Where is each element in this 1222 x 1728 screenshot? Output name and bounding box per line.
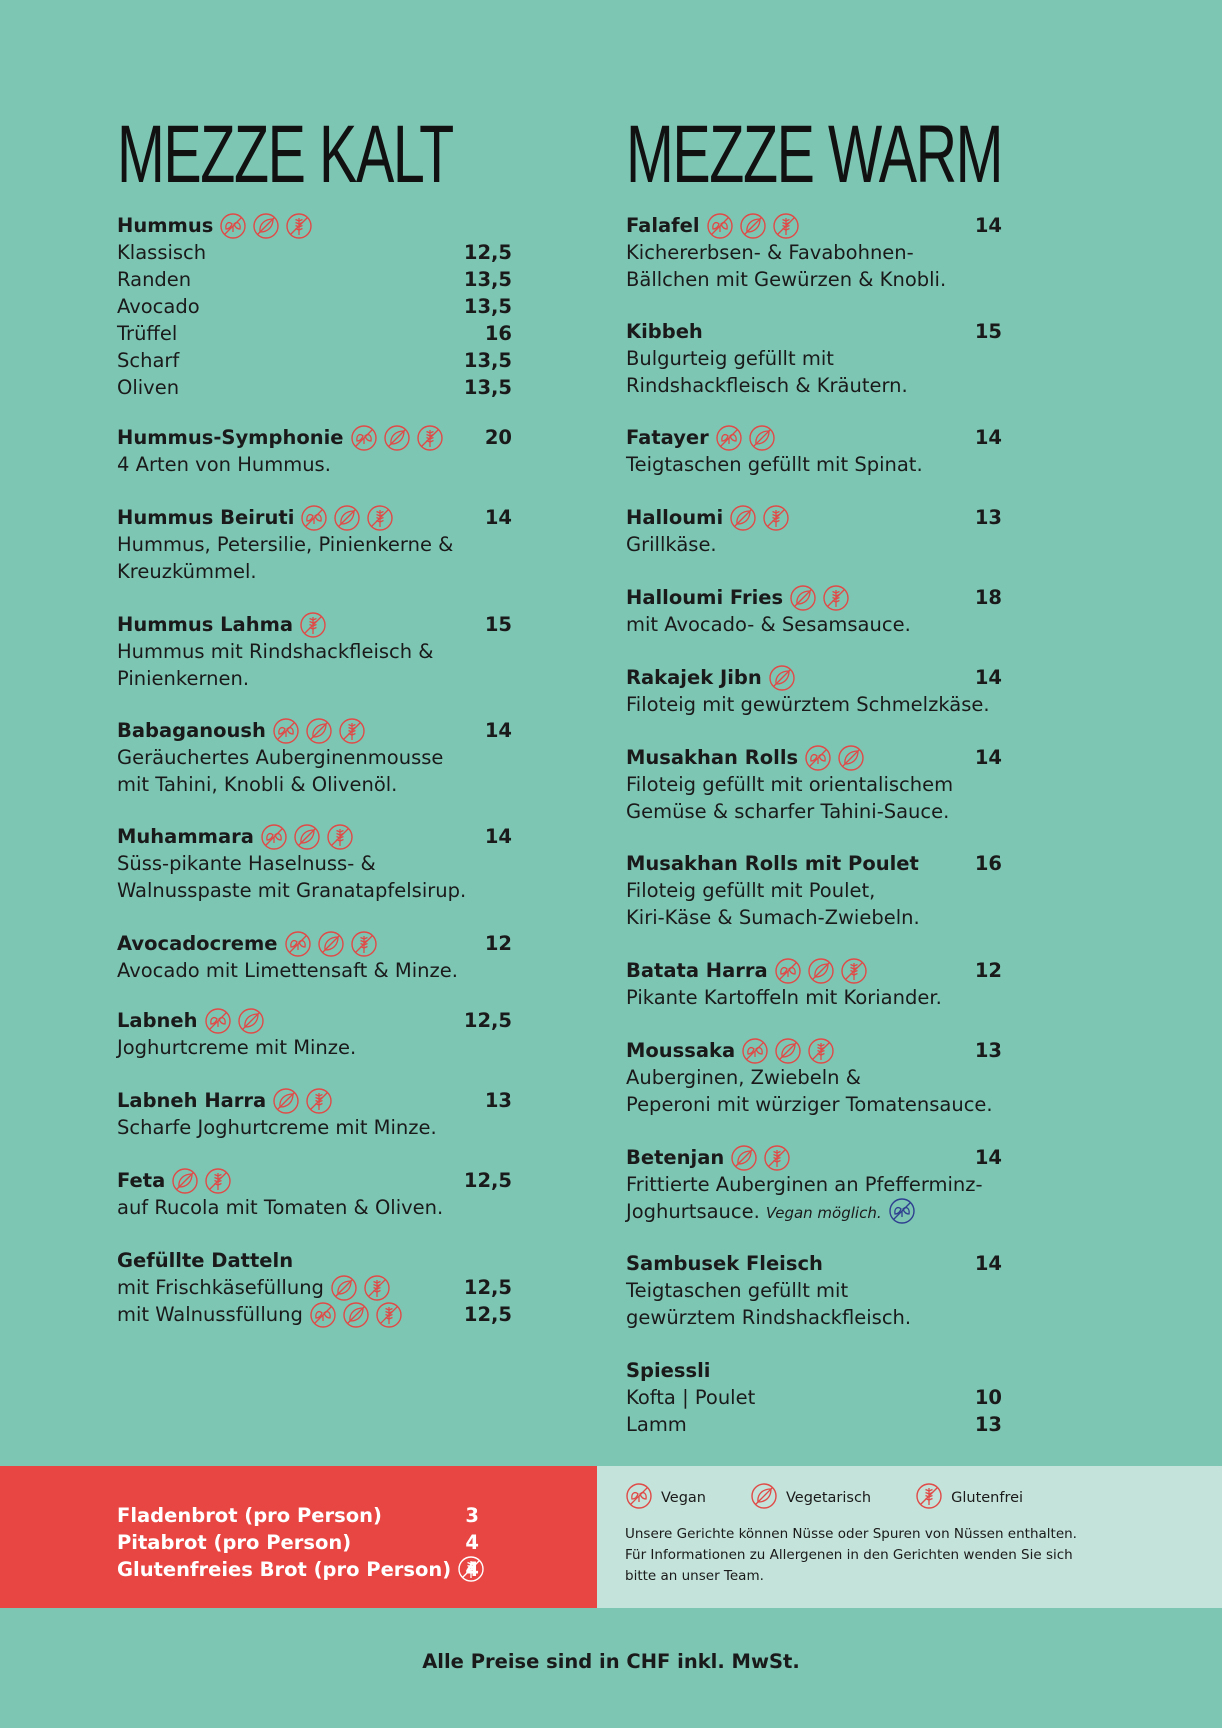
diet-icons [350, 425, 449, 452]
dish-price: 15 [484, 613, 512, 636]
vegetarian-icon [739, 212, 767, 240]
diet-icons [260, 824, 359, 851]
section-heading-warm: MEZZE WARM [626, 109, 1003, 200]
menu-item-line [117, 1301, 512, 1328]
diet-icons [729, 505, 795, 532]
dish-name: Halloumi Fries [626, 586, 784, 609]
dish-price: 18 [974, 586, 1002, 609]
menu-item-line-title [626, 212, 1002, 239]
dish-price: 14 [974, 426, 1002, 449]
menu-item [117, 823, 512, 904]
dish-price: 14 [484, 506, 512, 529]
dish-description: mit Walnussfüllung [117, 1303, 303, 1326]
bread-price: 3 [465, 1504, 479, 1527]
bread-name: Fladenbrot (pro Person) [117, 1504, 382, 1527]
vegan-icon [625, 1482, 653, 1510]
menu-item-line [117, 665, 512, 692]
dish-price: 12 [484, 932, 512, 955]
dish-name: Betenjan [626, 1146, 725, 1169]
dish-price: 15 [974, 320, 1002, 343]
menu-item-line-title [626, 424, 1002, 451]
diet-icons [768, 665, 801, 692]
vegan-icon [774, 957, 802, 985]
dish-description: Bällchen mit Gewürzen & Knobli. [626, 268, 947, 291]
dish-name: Muhammara [117, 825, 254, 848]
menu-item-line [117, 239, 512, 266]
menu-item-line-title [626, 1357, 1002, 1384]
menu-item-line [626, 239, 1002, 266]
vegetarian-icon [293, 823, 321, 851]
allergen-note-line: Unsere Gerichte können Nüsse oder Spuren von Nüssen enthalten. [625, 1526, 1077, 1542]
dish-description: Rindshackfleisch & Kräutern. [626, 374, 908, 397]
dish-name: Gefüllte Datteln [117, 1249, 294, 1272]
menu-item-line [626, 691, 1002, 718]
dish-description: Klassisch [117, 241, 207, 264]
vegetarian-icon [330, 1274, 358, 1302]
vegan-icon [284, 930, 312, 958]
menu-item-line [117, 558, 512, 585]
diet-icons [706, 213, 805, 240]
dish-description: Scharfe Joghurtcreme mit Minze. [117, 1116, 437, 1139]
menu-item-line [117, 1114, 512, 1141]
menu-item-line-title [117, 1087, 512, 1114]
menu-item-line [117, 374, 512, 401]
diet-icons [219, 213, 318, 240]
vegetarian-icon [748, 424, 776, 452]
vegan-icon [272, 717, 300, 745]
dish-description: Walnusspaste mit Granatapfelsirup. [117, 879, 467, 902]
legend-label: Glutenfrei [951, 1490, 1024, 1506]
menu-item-line [626, 1304, 1002, 1331]
gluten-free-icon [807, 1037, 835, 1065]
dish-name: Moussaka [626, 1039, 736, 1062]
legend-row [625, 1486, 1067, 1516]
gluten-free-icon [762, 504, 790, 532]
dish-name: Fatayer [626, 426, 709, 449]
dish-description: Bulgurteig gefüllt mit [626, 347, 834, 370]
menu-item [626, 1357, 1002, 1438]
dish-description: Kofta | Poulet [626, 1386, 756, 1409]
dish-description: Pinienkernen. [117, 667, 250, 690]
menu-item-line [117, 957, 512, 984]
menu-item-line-title [117, 1167, 512, 1194]
gluten-free-icon [375, 1301, 403, 1329]
diet-icons [300, 505, 399, 532]
vegan-icon [350, 424, 378, 452]
dish-description: Auberginen, Zwiebeln & [626, 1066, 861, 1089]
dish-description: Peperoni mit würziger Tomatensauce. [626, 1093, 993, 1116]
dish-description: Oliven [117, 376, 180, 399]
menu-item-line-title [117, 717, 512, 744]
diet-icons [204, 1008, 270, 1035]
vegan-icon [741, 1037, 769, 1065]
menu-item-line [117, 451, 512, 478]
menu-item-line [626, 798, 1002, 825]
dish-name: Falafel [626, 214, 700, 237]
vegetarian-icon [317, 930, 345, 958]
dish-price: 12 [974, 959, 1002, 982]
gluten-free-icon [915, 1482, 943, 1510]
gluten-free-icon [305, 1087, 333, 1115]
dish-name: Rakajek Jibn [626, 666, 762, 689]
menu-item [117, 212, 512, 401]
menu-item [626, 424, 1002, 478]
menu-item [626, 1037, 1002, 1118]
vegetarian-icon [774, 1037, 802, 1065]
menu-item-line [117, 531, 512, 558]
dish-price: 14 [974, 746, 1002, 769]
menu-item-line [626, 1411, 1002, 1438]
menu-item-line [117, 850, 512, 877]
diet-icons [730, 1145, 796, 1172]
menu-item-line [626, 1198, 1002, 1225]
gluten-free-icon [338, 717, 366, 745]
diet-icons [741, 1038, 840, 1065]
dish-price: 12,5 [463, 1276, 512, 1299]
menu-item-line [626, 771, 1002, 798]
vegetarian-icon [333, 504, 361, 532]
section-heading-cold: MEZZE KALT [117, 109, 453, 200]
menu-item-line-title [626, 1144, 1002, 1171]
legend-item [915, 1486, 1023, 1510]
gluten-free-icon [326, 823, 354, 851]
dish-description: Hummus, Petersilie, Pinienkerne & [117, 533, 454, 556]
dish-name: Hummus [117, 214, 214, 237]
dish-description: Hummus mit Rindshackfleisch & [117, 640, 434, 663]
menu-item-line [626, 1277, 1002, 1304]
dish-price: 13 [974, 506, 1002, 529]
bread-panel [0, 1466, 597, 1608]
menu-item [626, 664, 1002, 718]
diet-icons [789, 585, 855, 612]
menu-item-line-title [626, 664, 1002, 691]
menu-item-line [626, 266, 1002, 293]
menu-item [626, 212, 1002, 293]
diet-icons [171, 1168, 237, 1195]
dish-price: 10 [974, 1386, 1002, 1409]
menu-item-line-title [117, 504, 512, 531]
dish-price: 13,5 [463, 268, 512, 291]
dish-note: Vegan möglich. [765, 1204, 882, 1222]
menu-item-line [117, 266, 512, 293]
menu-item-line [117, 877, 512, 904]
vegan-icon [260, 823, 288, 851]
bread-item [117, 1529, 479, 1556]
diet-icons [272, 1088, 338, 1115]
menu-item-line-title [117, 212, 512, 239]
dish-description: Grillkäse. [626, 533, 717, 556]
diet-icons [309, 1302, 408, 1329]
dish-description: Joghurtsauce. [626, 1200, 760, 1223]
gluten-free-icon [416, 424, 444, 452]
menu-item-line [626, 611, 1002, 638]
dish-price: 13,5 [463, 295, 512, 318]
menu-item-line-title [117, 823, 512, 850]
menu-item-line-title [117, 930, 512, 957]
gluten-free-icon [350, 930, 378, 958]
bread-price: 4 [465, 1531, 479, 1554]
dish-price: 16 [974, 852, 1002, 875]
menu-item-line-title [626, 957, 1002, 984]
menu-item-line [626, 1064, 1002, 1091]
dish-name: Babaganoush [117, 719, 266, 742]
gluten-free-icon [763, 1144, 791, 1172]
menu-item-line [626, 984, 1002, 1011]
menu-item [626, 850, 1002, 931]
diet-icons [272, 718, 371, 745]
legend-item [750, 1486, 871, 1510]
dish-description: Frittierte Auberginen an Pfefferminz- [626, 1173, 983, 1196]
vegan-icon [300, 504, 328, 532]
menu-item-line [117, 771, 512, 798]
menu-item [117, 504, 512, 585]
gluten-free-icon [285, 212, 313, 240]
dish-description: Kiri-Käse & Sumach-Zwiebeln. [626, 906, 920, 929]
menu-item-line [626, 1091, 1002, 1118]
vegetarian-icon [252, 212, 280, 240]
gluten-free-icon [366, 504, 394, 532]
dish-description: Teigtaschen gefüllt mit [626, 1279, 849, 1302]
dish-name: Labneh Harra [117, 1089, 267, 1112]
dish-description: gewürztem Rindshackfleisch. [626, 1306, 912, 1329]
menu-item-line [117, 320, 512, 347]
dish-name: Sambusek Fleisch [626, 1252, 823, 1275]
diet-icons [774, 958, 873, 985]
vegan-icon [706, 212, 734, 240]
vegetarian-icon [305, 717, 333, 745]
dish-description: Filoteig mit gewürztem Schmelzkäse. [626, 693, 990, 716]
gluten-free-icon [299, 611, 327, 639]
gluten-free-icon [840, 957, 868, 985]
dish-price: 14 [974, 666, 1002, 689]
menu-item [626, 1144, 1002, 1225]
dish-price: 14 [974, 1146, 1002, 1169]
dish-description: Geräuchertes Auberginenmousse [117, 746, 444, 769]
vegan-icon [888, 1197, 916, 1225]
dish-name: Hummus Lahma [117, 613, 294, 636]
menu-item [117, 1087, 512, 1141]
vegan-icon [204, 1007, 232, 1035]
dish-description: Scharf [117, 349, 180, 372]
dish-price: 14 [974, 1252, 1002, 1275]
gluten-free-icon [822, 584, 850, 612]
dish-name: Halloumi [626, 506, 724, 529]
menu-item-line-title [117, 424, 512, 451]
dish-description: Filoteig gefüllt mit Poulet, [626, 879, 876, 902]
menu-item-line [117, 638, 512, 665]
menu-item-line-title [117, 1247, 512, 1274]
dish-price: 13,5 [463, 376, 512, 399]
dish-description: mit Avocado- & Sesamsauce. [626, 613, 911, 636]
menu-item [117, 1247, 512, 1328]
diet-icons [284, 931, 383, 958]
vegetarian-icon [171, 1167, 199, 1195]
menu-item-line [117, 1034, 512, 1061]
menu-item-line-title [626, 744, 1002, 771]
dish-name: Spiessli [626, 1359, 711, 1382]
dish-price: 20 [484, 426, 512, 449]
dish-price: 13,5 [463, 349, 512, 372]
dish-name: Labneh [117, 1009, 198, 1032]
dish-name: Hummus Beiruti [117, 506, 295, 529]
menu-item [626, 957, 1002, 1011]
menu-item [626, 744, 1002, 825]
menu-item-line [626, 1384, 1002, 1411]
menu-item-line [117, 744, 512, 771]
menu-item-line [117, 293, 512, 320]
dish-price: 16 [484, 322, 512, 345]
dish-description: Kreuzkümmel. [117, 560, 257, 583]
dish-description: mit Tahini, Knobli & Olivenöl. [117, 773, 398, 796]
menu-item-line [626, 345, 1002, 372]
menu-item [626, 1250, 1002, 1331]
dish-description: auf Rucola mit Tomaten & Oliven. [117, 1196, 444, 1219]
menu-item [117, 717, 512, 798]
vegan-icon [715, 424, 743, 452]
dish-description: Trüffel [117, 322, 178, 345]
vegetarian-icon [837, 744, 865, 772]
menu-item [117, 611, 512, 692]
menu-item-line [117, 1194, 512, 1221]
menu-item-line-title [117, 1007, 512, 1034]
dish-description: Joghurtcreme mit Minze. [117, 1036, 357, 1059]
menu-item-line-title [626, 584, 1002, 611]
dish-price: 14 [484, 719, 512, 742]
price-footer: Alle Preise sind in CHF inkl. MwSt. [422, 1650, 800, 1673]
menu-item [117, 1007, 512, 1061]
vegetarian-icon [807, 957, 835, 985]
legend-label: Vegetarisch [786, 1490, 872, 1506]
diet-icons [299, 612, 332, 639]
allergen-note-line: Für Informationen zu Allergenen in den Gerichten wenden Sie sich [625, 1547, 1073, 1563]
menu-item-line-title [626, 1037, 1002, 1064]
menu-item-line-title [626, 1250, 1002, 1277]
dish-description: Lamm [626, 1413, 687, 1436]
menu-item [117, 930, 512, 984]
dish-description: Kichererbsen- & Favabohnen- [626, 241, 914, 264]
dish-name: Kibbeh [626, 320, 703, 343]
dish-price: 13 [974, 1039, 1002, 1062]
allergen-note [625, 1524, 1105, 1587]
menu-item-line [626, 904, 1002, 931]
menu-item [626, 584, 1002, 638]
menu-item-line [626, 877, 1002, 904]
legend-panel [597, 1466, 1222, 1608]
dish-name: Batata Harra [626, 959, 768, 982]
dish-price: 13 [484, 1089, 512, 1112]
vegetarian-icon [768, 664, 796, 692]
diet-icons [715, 425, 781, 452]
dish-description: Avocado [117, 295, 200, 318]
menu-item [626, 504, 1002, 558]
legend-item [625, 1486, 706, 1510]
bread-name: Pitabrot (pro Person) [117, 1531, 352, 1554]
vegetarian-icon [750, 1482, 778, 1510]
vegetarian-icon [383, 424, 411, 452]
vegetarian-icon [730, 1144, 758, 1172]
menu-item [117, 424, 512, 478]
allergen-note-line: bitte an unser Team. [625, 1568, 764, 1584]
dish-name: Hummus-Symphonie [117, 426, 344, 449]
menu-item-line-title [117, 611, 512, 638]
bread-price: 4 [465, 1558, 479, 1581]
gluten-free-icon [204, 1167, 232, 1195]
menu-item-line-title [626, 504, 1002, 531]
gluten-free-icon [363, 1274, 391, 1302]
bread-list [117, 1502, 479, 1583]
vegetarian-icon [237, 1007, 265, 1035]
dish-name: Musakhan Rolls [626, 746, 799, 769]
dish-description: Teigtaschen gefüllt mit Spinat. [626, 453, 923, 476]
vegetarian-icon [729, 504, 757, 532]
menu-item-line [626, 1171, 1002, 1198]
dish-name: Musakhan Rolls mit Poulet [626, 852, 919, 875]
bread-item [117, 1556, 479, 1583]
dish-price: 14 [974, 214, 1002, 237]
dish-description: Avocado mit Limettensaft & Minze. [117, 959, 458, 982]
gluten-free-icon [772, 212, 800, 240]
menu-item-line [117, 347, 512, 374]
bread-item [117, 1502, 479, 1529]
dish-price: 14 [484, 825, 512, 848]
menu-item-line-title [626, 318, 1002, 345]
menu-item [117, 1167, 512, 1221]
bread-name: Glutenfreies Brot (pro Person) [117, 1558, 452, 1581]
dish-price: 12,5 [463, 241, 512, 264]
dish-description: Süss-pikante Haselnuss- & [117, 852, 376, 875]
menu-item-line [626, 531, 1002, 558]
dish-price: 12,5 [463, 1169, 512, 1192]
menu-item-line-title [626, 850, 1002, 877]
dish-description: Filoteig gefüllt mit orientalischem [626, 773, 954, 796]
menu-item-line [117, 1274, 512, 1301]
diet-icons [804, 745, 870, 772]
vegan-icon [219, 212, 247, 240]
dish-price: 13 [974, 1413, 1002, 1436]
vegetarian-icon [272, 1087, 300, 1115]
dish-description: mit Frischkäsefüllung [117, 1276, 324, 1299]
legend-label: Vegan [661, 1490, 706, 1506]
vegetarian-icon [789, 584, 817, 612]
dish-description: Randen [117, 268, 192, 291]
vegan-icon [804, 744, 832, 772]
dish-description: 4 Arten von Hummus. [117, 453, 331, 476]
menu-item [626, 318, 1002, 399]
diet-icons [330, 1275, 396, 1302]
vegan-icon [309, 1301, 337, 1329]
dish-price: 12,5 [463, 1303, 512, 1326]
dish-name: Feta [117, 1169, 166, 1192]
dish-price: 12,5 [463, 1009, 512, 1032]
dish-name: Avocadocreme [117, 932, 278, 955]
vegetarian-icon [342, 1301, 370, 1329]
menu-item-line [626, 372, 1002, 399]
dish-description: Pikante Kartoffeln mit Koriander. [626, 986, 942, 1009]
menu-item-line [626, 451, 1002, 478]
dish-description: Gemüse & scharfer Tahini-Sauce. [626, 800, 950, 823]
